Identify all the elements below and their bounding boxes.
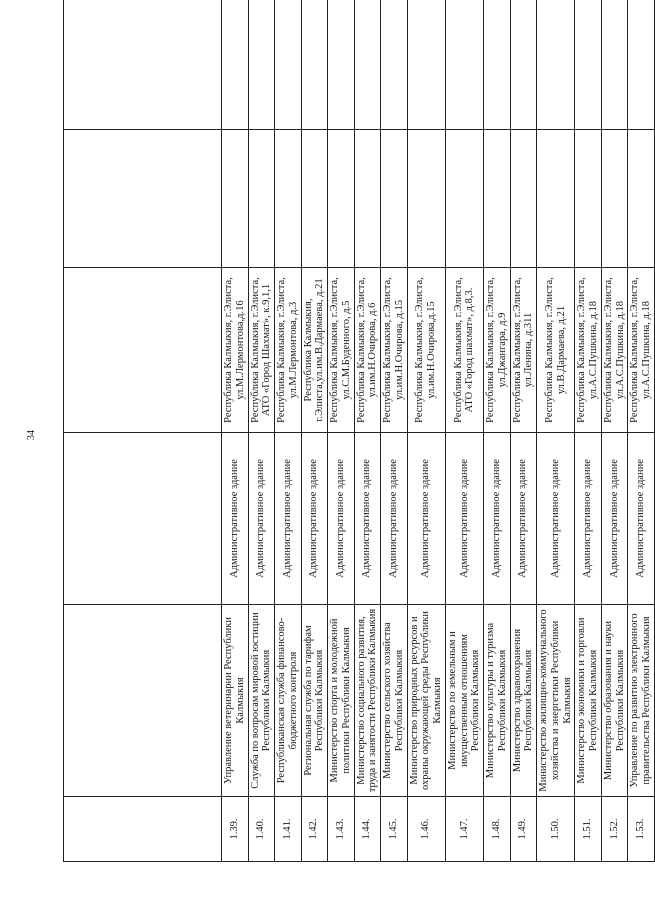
row-number-cell: 1.39. (222, 797, 249, 862)
empty-cell (381, 0, 408, 130)
blank-cell (64, 797, 222, 862)
empty-cell (275, 130, 302, 268)
empty-cell (328, 0, 355, 130)
organization-cell: Управление ветеринарии Республики Калмыкия (222, 605, 249, 797)
organization-cell: Служба по вопросам мировой юстиции Республики Калмыкия (248, 605, 275, 797)
empty-cell (575, 130, 602, 268)
row-number-cell: 1.48. (484, 797, 511, 862)
organization-cell: Министерство социального развития, труда и занятости Республики Калмыкия (354, 605, 381, 797)
empty-cell (248, 0, 275, 130)
empty-cell (381, 130, 408, 268)
object-type-cell: Административное здание (537, 433, 575, 605)
table-row (601, 0, 628, 862)
blank-cell (64, 268, 222, 433)
address-cell: Республика Калмыкия, г.Элиста, ул.А.С.Пушкина, д.18 (575, 268, 602, 433)
organization-cell: Региональная служба по тарифам Республики Калмыкия (301, 605, 328, 797)
row-number-cell: 1.45. (381, 797, 408, 862)
object-type-cell: Административное здание (222, 433, 249, 605)
empty-cell (510, 130, 537, 268)
organization-cell: Управление по развитию электронного правительства Республики Калмыкия (628, 605, 655, 797)
blank-cell (64, 0, 222, 130)
empty-cell (628, 130, 655, 268)
table-row (222, 0, 249, 862)
address-cell: Республика Калмыкия, г.Элиста, ул.С.М.Буденного, д.5 (328, 268, 355, 433)
object-type-cell: Административное здание (381, 433, 408, 605)
table-row (628, 0, 655, 862)
empty-cell (275, 0, 302, 130)
table-row (248, 0, 275, 862)
row-number-cell: 1.53. (628, 797, 655, 862)
organization-cell: Министерство спорта и молодежной политики Республики Калмыкия (328, 605, 355, 797)
object-type-cell: Административное здание (248, 433, 275, 605)
empty-cell (445, 130, 483, 268)
organization-cell: Министерство природных ресурсов и охраны окружающей среды Республики Калмыкия (407, 605, 445, 797)
empty-cell (484, 0, 511, 130)
object-type-cell: Административное здание (575, 433, 602, 605)
object-type-cell: Административное здание (328, 433, 355, 605)
empty-cell (354, 0, 381, 130)
address-cell: Республика Калмыкия, г.Элиста, ул.им.Н.Очирова,д.15 (407, 268, 445, 433)
organization-cell: Министерство культуры и туризма Республики Калмыкия (484, 605, 511, 797)
address-cell: Республика Калмыкия, г.Элиста, ул.А.С.Пушкина, д.18 (628, 268, 655, 433)
empty-cell (445, 0, 483, 130)
row-number-cell: 1.43. (328, 797, 355, 862)
table-row (354, 0, 381, 862)
table-row (445, 0, 483, 862)
blank-cell (64, 605, 222, 797)
empty-cell (537, 130, 575, 268)
row-number-cell: 1.47. (445, 797, 483, 862)
table-row (537, 0, 575, 862)
object-type-cell: Административное здание (354, 433, 381, 605)
address-cell: Республика Калмыкия, г.Элиста, ул.А.С.Пушкина, д.18 (601, 268, 628, 433)
empty-cell (354, 130, 381, 268)
address-cell: Республика Калмыкия, г.Элиста, ул.Джангара, д.9 (484, 268, 511, 433)
registry-table-body (64, 0, 655, 862)
organization-cell: Министерство сельского хозяйства Республики Калмыкия (381, 605, 408, 797)
object-type-cell: Административное здание (601, 433, 628, 605)
organization-cell: Министерство по земельным и имущественным отношениям Республики Калмыкия (445, 605, 483, 797)
empty-cell (222, 130, 249, 268)
row-number-cell: 1.40. (248, 797, 275, 862)
empty-cell (407, 130, 445, 268)
organization-cell: Министерство образования и науки Республики Калмыкия (601, 605, 628, 797)
object-type-cell: Административное здание (407, 433, 445, 605)
empty-cell (328, 130, 355, 268)
object-type-cell: Административное здание (275, 433, 302, 605)
address-cell: Республика Калмыкия, г.Элиста, ул.им.Н.Очирова, д.15 (381, 268, 408, 433)
empty-cell (537, 0, 575, 130)
organization-cell: Министерство здравоохранения Республики Калмыкия (510, 605, 537, 797)
organization-cell: Министерство экономики и торговли Республики Калмыкия (575, 605, 602, 797)
table-row (407, 0, 445, 862)
table-row (275, 0, 302, 862)
page-number: 34 (26, 430, 37, 440)
object-type-cell: Административное здание (445, 433, 483, 605)
empty-cell (301, 130, 328, 268)
object-type-cell: Административное здание (510, 433, 537, 605)
organization-cell: Министерство жилищно-коммунального хозяйства и энергетики Республики Калмыкия (537, 605, 575, 797)
object-type-cell: Административное здание (301, 433, 328, 605)
empty-cell (575, 0, 602, 130)
address-cell: Республика Калмыкия, г.Элиста, ул.В.Дармаева, д.21 (537, 268, 575, 433)
address-cell: Республика Калмыкия, г.Элиста, ул.Ленина, д.311 (510, 268, 537, 433)
address-cell: Республика Калмыкия, г.Элиста,ул.им.В.Дармаева, д.21 (301, 268, 328, 433)
rotated-table-container (63, 34, 652, 862)
object-type-cell: Административное здание (484, 433, 511, 605)
empty-cell (407, 0, 445, 130)
empty-cell (628, 0, 655, 130)
address-cell: Республика Калмыкия, г.Элиста, ул.М.Лермонтова, д.3 (275, 268, 302, 433)
empty-cell (601, 0, 628, 130)
table-row (328, 0, 355, 862)
empty-cell (248, 130, 275, 268)
table-row-header-area (64, 0, 222, 862)
row-number-cell: 1.52. (601, 797, 628, 862)
table-row (381, 0, 408, 862)
empty-cell (222, 0, 249, 130)
empty-cell (301, 0, 328, 130)
table-row (575, 0, 602, 862)
row-number-cell: 1.49. (510, 797, 537, 862)
address-cell: Республика Калмыкия, г.Элиста, ул.им.Н.Очирова, д.6 (354, 268, 381, 433)
row-number-cell: 1.42. (301, 797, 328, 862)
table-row (301, 0, 328, 862)
address-cell: Республика Калмыкия, г.Элиста, АТО «Город шахмат», д.8,3. (445, 268, 483, 433)
row-number-cell: 1.44. (354, 797, 381, 862)
address-cell: Республика Калмыкия, г.Элиста, ул.М.Лермонтова,д.16 (222, 268, 249, 433)
empty-cell (601, 130, 628, 268)
empty-cell (484, 130, 511, 268)
table-row (484, 0, 511, 862)
object-type-cell: Административное здание (628, 433, 655, 605)
row-number-cell: 1.46. (407, 797, 445, 862)
row-number-cell: 1.51. (575, 797, 602, 862)
blank-cell (64, 130, 222, 268)
organization-cell: Республиканская служба финансово-бюджетного контроля (275, 605, 302, 797)
blank-cell (64, 433, 222, 605)
empty-cell (510, 0, 537, 130)
address-cell: Республика Калмыкия, г.Элиста, АТО «Город Шахмат», к.9,1,1 (248, 268, 275, 433)
registry-table (63, 0, 655, 862)
row-number-cell: 1.41. (275, 797, 302, 862)
row-number-cell: 1.50. (537, 797, 575, 862)
table-row (510, 0, 537, 862)
